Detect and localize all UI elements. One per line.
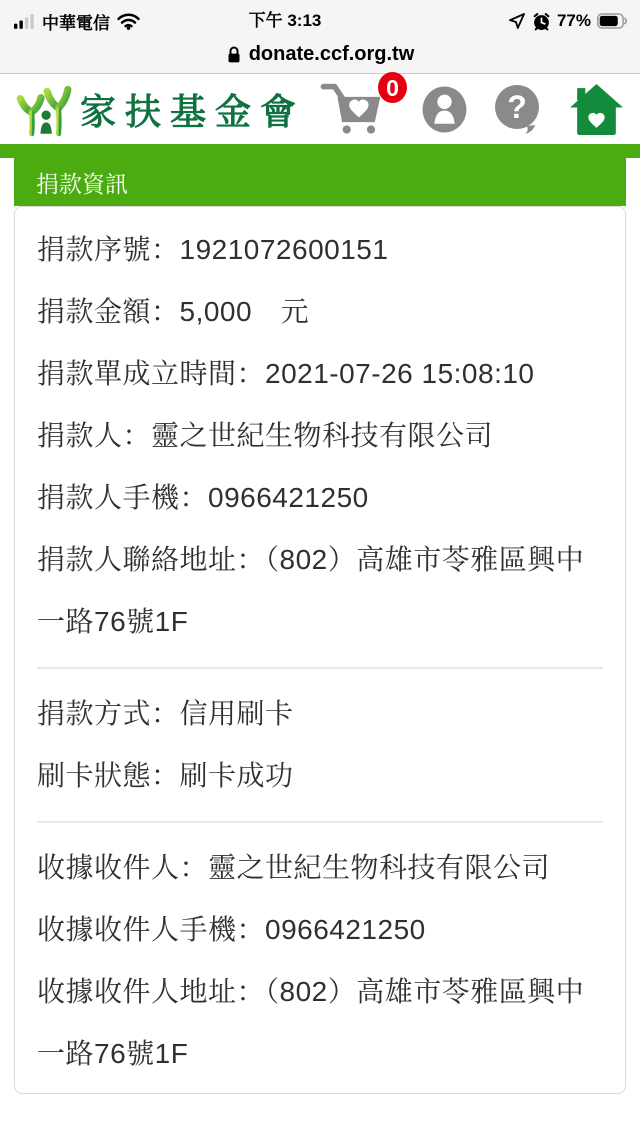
logo-link[interactable] (10, 82, 305, 136)
carrier-label: 中華電信 (42, 13, 110, 33)
info-row-receipt-phone: 收據收件人手機：0966421250 (37, 914, 426, 945)
address-bar[interactable] (0, 36, 640, 74)
info-row-donor-address: 捐款人聯絡地址：（802）高雄市苓雅區興中一路76號1F (37, 544, 585, 637)
info-row-donor: 捐款人：靈之世紀生物科技有限公司 (37, 420, 494, 451)
clock-label: 下午 3:13 (248, 11, 322, 30)
battery-percent-label: 77% (556, 11, 591, 30)
url-text: donate.ccf.org.tw (248, 43, 415, 65)
lock-icon (226, 45, 242, 65)
cart-badge: 0 (378, 72, 407, 103)
logo-text: 家扶基金會 (80, 90, 306, 132)
info-row-created-time: 捐款單成立時間：2021-07-26 15:08:10 (37, 358, 535, 389)
info-row-payment-status: 刷卡狀態：刷卡成功 (37, 760, 294, 791)
green-top-band (0, 144, 640, 158)
account-button[interactable] (422, 86, 467, 133)
donation-info-card (14, 206, 626, 1094)
section-header (14, 158, 626, 206)
cart-button[interactable] (319, 74, 399, 137)
question-glyph: ? (507, 89, 527, 125)
battery-icon (597, 13, 628, 29)
ccf-family-logo-icon (10, 82, 74, 136)
home-button[interactable] (569, 83, 624, 136)
info-row-amount: 捐款金額：5,000 元 (37, 296, 310, 327)
info-row-serial: 捐款序號：1921072600151 (37, 234, 389, 265)
ios-status-bar (0, 0, 640, 36)
question-bubble-icon (494, 84, 542, 134)
divider (37, 667, 603, 669)
help-button[interactable] (494, 84, 542, 134)
user-icon (422, 86, 467, 133)
info-row-receipt-name: 收據收件人：靈之世紀生物科技有限公司 (37, 852, 551, 883)
info-row-payment-method: 捐款方式：信用刷卡 (37, 698, 294, 729)
divider (37, 821, 603, 823)
site-header (0, 74, 640, 144)
home-heart-icon (569, 83, 624, 136)
info-row-receipt-address: 收據收件人地址：（802）高雄市苓雅區興中一路76號1F (37, 976, 585, 1069)
section-title: 捐款資訊 (36, 170, 128, 197)
info-row-donor-phone: 捐款人手機：0966421250 (37, 482, 369, 513)
